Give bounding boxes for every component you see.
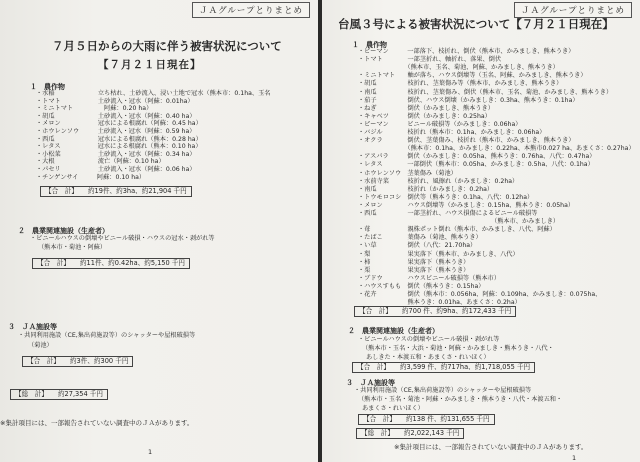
right-group-tag: ＪＡグループとりまとめ	[514, 2, 632, 18]
right-crop-line: ・苺 親株ポット倒れ（熊本市、かみましき、八代、阿蘇）	[358, 226, 556, 234]
right-page-number: 1	[572, 454, 577, 462]
right-ja-facilities-area-1: （熊本市・玉名・菊池・阿蘇・かみましき・熊本うき・八代・本渡五和・	[358, 396, 563, 403]
left-crop-line: ・ホウレンソウ 土砂流入・冠水（阿蘇：0.59 ha）	[36, 128, 196, 135]
left-crop-line: ・小松菜 土砂流入・冠水（阿蘇：0.34 ha）	[36, 150, 196, 158]
right-ja-facilities-line: ・共同利用施設（CE,集出荷施設等）のシャッターや屋根破損等	[354, 387, 532, 394]
right-facilities-area-2: あしきた・本渡五和・あまくさ・れいほく）	[366, 354, 490, 361]
right-crop-line: ・胡瓜 枝折れ、茎葉傷み等（熊本市、かみましき、熊本うき）	[358, 80, 563, 88]
left-page-number: 1	[148, 448, 153, 456]
right-section-facilities: ２ 農業関連施設（生産者）	[348, 327, 439, 335]
right-crop-line: ・アスパラ 倒伏（かみましき：0.05ha、熊本うき：0.76ha、八代：0.47ha）	[358, 153, 596, 161]
left-facilities-line: ・ビニールハウスの倒壊やビニール破損・ハウスの冠水・剥がれ等	[30, 235, 215, 242]
left-section-ja-facilities: ３ ＪＡ施設等	[8, 323, 57, 331]
right-crop-line: ・キャベツ 倒伏（かみましき：0.25ha）	[358, 112, 491, 120]
left-facilities-area: （熊本市・菊池・阿蘇）	[38, 244, 107, 251]
right-grand-total: 【総 計】 約2,022,143 千円	[356, 428, 464, 439]
left-as-of-date: 【７月２１日現在】	[98, 59, 202, 71]
right-crop-line: ・たばこ 葉傷み（菊池、熊本うき）	[358, 234, 482, 242]
right-section-ja-facilities: ３ ＪＡ施設等	[346, 379, 395, 387]
right-crop-line: ・ねぎ 倒伏（かみましき、熊本うき）	[358, 104, 494, 112]
right-crop-line: ・ミニトマト 軸が落ち、ハウス倒壊等（玉名、阿蘇、かみましき、熊本うき）	[358, 72, 587, 80]
left-facilities-total: 【合 計】 約11件、約0.42ha、約5,150 千円	[32, 258, 190, 269]
left-section-facilities: ２ 農業関連施設（生産者）	[18, 227, 109, 235]
right-facilities-total: 【合 計】 約3,599 件、約717ha、約1,718,055 千円	[352, 362, 535, 373]
right-ja-total: 【合 計】 約138 件、約131,655 千円	[358, 414, 495, 425]
left-ja-facilities-area: （菊池）	[28, 342, 53, 349]
right-crop-line: ・レタス 一部倒伏（熊本市：0.05ha、かみましき：0.5ha、八代：0.1ha）	[358, 161, 594, 169]
right-crop-line: ・南瓜 枝折れ、茎葉傷み、倒伏（熊本市、玉名、菊池、かみましき、熊本うき）	[358, 88, 613, 96]
left-ja-facilities-line: ・共同利用施設（CE,集出荷施設等）のシャッターや屋根破損等	[18, 332, 196, 339]
right-crop-line: ・トウモロコシ 倒伏等（熊本うき：0.1ha、八代：0.12ha）	[358, 193, 534, 201]
right-report-page	[322, 0, 640, 462]
left-grand-total: 【総 計】 約27,354 千円	[10, 389, 108, 400]
left-footnote: ※集計項目には、一部報告されていない調査中のＪＡがあります。	[0, 419, 194, 427]
right-crop-line: ・柿 果実落下（熊本うき）	[358, 258, 470, 266]
right-facilities-area-1: （熊本市・玉名・大浜・菊池・阿蘇・かみましき・熊本うき・八代・	[362, 345, 554, 352]
right-crop-line: （熊本市、玉名、菊池、阿蘇、かみましき、熊本うき）	[358, 64, 559, 72]
left-crop-line: ・水稲 立ち枯れ、土砂流入、浸い土地で冠水（熊本市：0.1ha、玉名	[36, 90, 271, 97]
right-ja-facilities-area-2: あまくさ・れいほく）	[362, 405, 424, 412]
left-crops-total: 【合 計】 約19件、約3ha、約21,904 千円	[40, 186, 192, 197]
left-crop-line: ・レタス 冠水による根腐れ（熊本：0.10 ha）	[36, 143, 202, 151]
left-report-page	[0, 0, 318, 462]
left-group-tag: ＪＡグループとりまとめ	[192, 2, 310, 18]
right-crop-line: ・ホウレンソウ 茎葉傷み（菊池）	[358, 169, 457, 177]
right-crop-line: ・栗 果実落下（熊本うき）	[358, 266, 470, 274]
right-crop-line: ・ハウスすもも 倒伏（熊本うき：0.15ha）	[358, 282, 485, 290]
right-crop-line: ・茄子 倒伏、ハウス倒壊（かみましき：0.3ha、熊本うき：0.1ha）	[358, 96, 579, 104]
right-crop-line: （熊本市：0.1ha、かみましき：0.22ha、本熊市0.027 ha、あまくさ：0.27ha）	[358, 145, 635, 153]
left-crop-line: ・ミニトマト 阿蘇：0.20 ha）	[36, 105, 153, 113]
left-ja-total: 【合 計】 約3件、約300 千円	[22, 356, 133, 367]
right-crop-line: （熊本市、かみましき）	[358, 218, 560, 226]
right-footnote: ※集計項目には、一部報告されていない調査中のＪＡがあります。	[394, 443, 588, 451]
left-crop-line: ・西瓜 冠水による根腐れ（熊本：0.28 ha）	[36, 135, 202, 143]
right-crop-line: ・メロン ハウス倒壊等（かみましき：0.15ha、熊本うき：0.05ha）	[358, 201, 575, 209]
right-crop-line: ・ピーマン 一部落下、枝折れ、倒伏（熊本市、かみましき、熊本うき）	[358, 48, 575, 55]
right-crop-line: ・オクラ 倒伏、茎葉傷み、枝折れ（熊本市、かみましき、熊本うき）	[358, 137, 575, 145]
right-crop-line: ・梨 果実落下（熊本市、かみましき、八代）	[358, 250, 519, 258]
left-crop-line: ・メロン 冠水による根腐れ（阿蘇：0.45 ha）	[36, 120, 202, 128]
left-crop-line: ・トマト 土砂流入・冠水（阿蘇：0.01ha）	[36, 97, 194, 105]
left-crop-line: ・パセリ 土砂流入・冠水（阿蘇：0.06 ha）	[36, 166, 196, 173]
left-crop-line: ・チンゲンサイ 阿蘇：0.10 ha）	[36, 173, 146, 181]
right-crop-line: ・トマト 一部茎折れ、軸折れ、落果、倒伏	[358, 56, 502, 64]
right-crop-line: ・バジル 枝折れ（熊本市：0.1ha、かみましき：0.06ha）	[358, 129, 546, 136]
right-crop-line: 熊本うき：0.01ha、あまくさ：0.2ha）	[358, 299, 521, 307]
right-crops-total: 【合 計】 約700 件、約9ha、約172,433 千円	[354, 306, 516, 317]
right-crop-line: ・い草 倒伏（八代：21.70ha）	[358, 242, 477, 250]
right-section-crops: １ 農作物	[352, 41, 387, 49]
left-page-title: ７月５日からの大雨に伴う被害状況について	[52, 39, 282, 53]
right-crop-line: ・ブドウ ハウスビニール破損等（熊本市）	[358, 274, 501, 282]
right-crop-line: ・花卉 倒伏（熊本市：0.056ha、阿蘇：0.109ha、かみましき：0.075ha、	[358, 291, 602, 298]
left-section-crops: １ 農作物	[30, 83, 65, 91]
right-facilities-line: ・ビニールハウスの倒壊やビニール破損・剥がれ等	[358, 336, 500, 343]
right-crop-line: ・南瓜 枝折れ（かみましき：0.2ha）	[358, 185, 494, 193]
right-crop-line: ・西瓜 一部茎折れ、ハウス損傷によるビニール破損等	[358, 210, 538, 217]
left-crop-line: ・胡瓜 土砂流入・冠水（阿蘇：0.40 ha）	[36, 112, 196, 120]
left-crop-line: ・大根 流亡（阿蘇：0.10 ha）	[36, 158, 165, 166]
right-crop-line: ・水前寺菜 枝折れ、風擦れ（かみましき：0.2ha）	[358, 177, 519, 185]
right-page-title: 台風３号による被害状況について【７月２１日現在】	[338, 17, 614, 31]
right-crop-line: ・ピーマン ビニール破損等（かみましき：0.06ha）	[358, 120, 522, 128]
